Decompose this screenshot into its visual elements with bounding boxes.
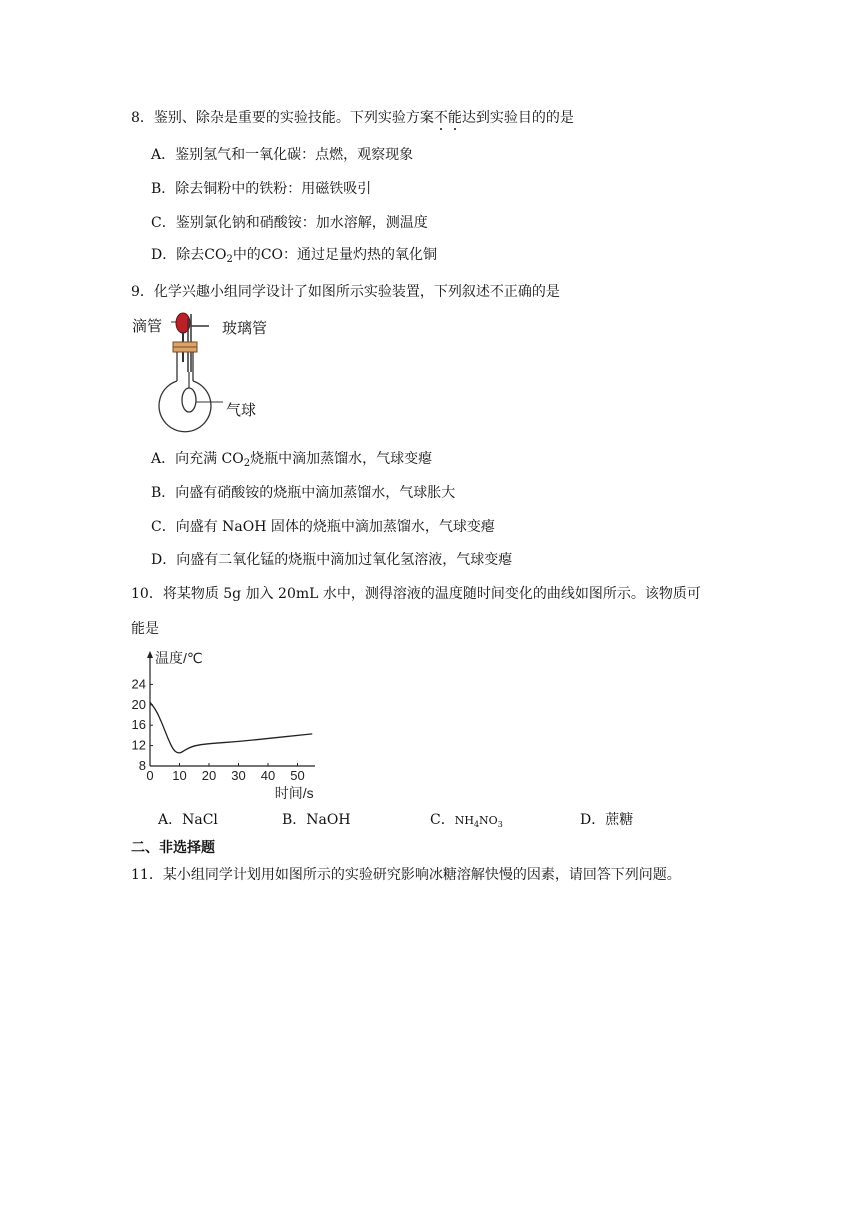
q8-option-a: A．鉴别氢气和一氧化碳：点燃，观察现象: [151, 147, 414, 163]
x-tick-label: 40: [260, 768, 276, 783]
y-tick-label: 12: [131, 737, 146, 753]
label-glass-tube: 玻璃管: [222, 319, 268, 337]
q10-stem-line2: 能是: [131, 621, 159, 637]
q10-stem-line1: 10．将某物质 5g 加入 20mL 水中，测得溶液的温度随时间变化的曲线如图所示。该物质可: [131, 586, 701, 602]
x-tick-label: 30: [231, 768, 246, 783]
q9-option-c: C．向盛有 NaOH 固体的烧瓶中滴加蒸馏水，气球变瘪: [151, 519, 495, 535]
q8-option-d: D．除去$CO_2$中的CO：通过足量灼热的氧化铜: [151, 247, 438, 265]
q8-stem: [131, 108, 574, 128]
q10-option-d: D．蔗糖: [580, 812, 634, 828]
emphasis-char: 能: [447, 110, 462, 126]
q10-option-b: B．NaOH: [282, 812, 351, 828]
q9-option-a: A．向充满 $CO_2$烧瓶中滴加蒸馏水，气球变瘪: [151, 451, 433, 469]
y-axis-label: 温度/℃: [155, 650, 203, 666]
q9-option-d: D．向盛有二氧化锰的烧瓶中滴加过氧化氢溶液，气球变瘪: [151, 552, 513, 568]
balloon: [182, 388, 196, 412]
temperature-curve: [150, 702, 312, 753]
y-tick-label: 8: [138, 758, 146, 773]
emphasis-char: 不: [433, 110, 448, 126]
q9-option-b: B．向盛有硝酸铵的烧瓶中滴加蒸馏水，气球胀大: [151, 485, 456, 501]
q10-option-a: A．NaCl: [158, 812, 218, 828]
x-tick-label: 10: [172, 768, 187, 783]
q8-stem-part1: 8．鉴别、除杂是重要的实验技能。下列实验方案: [131, 110, 434, 126]
y-axis-arrow: [147, 651, 153, 658]
section-title: 二、非选择题: [131, 840, 215, 856]
y-tick-label: 16: [131, 717, 146, 733]
temperature-chart: [125, 643, 315, 803]
q8-option-c: C．鉴别氯化钠和硝酸铵：加水溶解，测温度: [151, 215, 428, 231]
x-axis-label: 时间/s: [274, 785, 314, 801]
q11-stem: 11．某小组同学计划用如图所示的实验研究影响冰糖溶解快慢的因素，请回答下列问题。: [131, 867, 681, 883]
q8-emphasis-not: [434, 110, 462, 126]
q8-option-b: B．除去铜粉中的铁粉：用磁铁吸引: [151, 181, 372, 197]
label-dropper: 滴管: [132, 317, 163, 335]
x-tick-label: 50: [290, 768, 305, 783]
x-tick-label: 0: [146, 768, 154, 783]
q8-stem-part2: 达到实验目的的是: [461, 110, 574, 126]
q10-option-c: C．$NH_4NO_3$: [430, 812, 503, 829]
x-tick-label: 20: [201, 768, 217, 783]
y-tick-label: 24: [131, 676, 146, 692]
q9-stem: 9．化学兴趣小组同学设计了如图所示实验装置，下列叙述不正确的是: [131, 284, 560, 300]
label-balloon: 气球: [226, 401, 257, 419]
y-tick-label: 20: [131, 696, 146, 712]
